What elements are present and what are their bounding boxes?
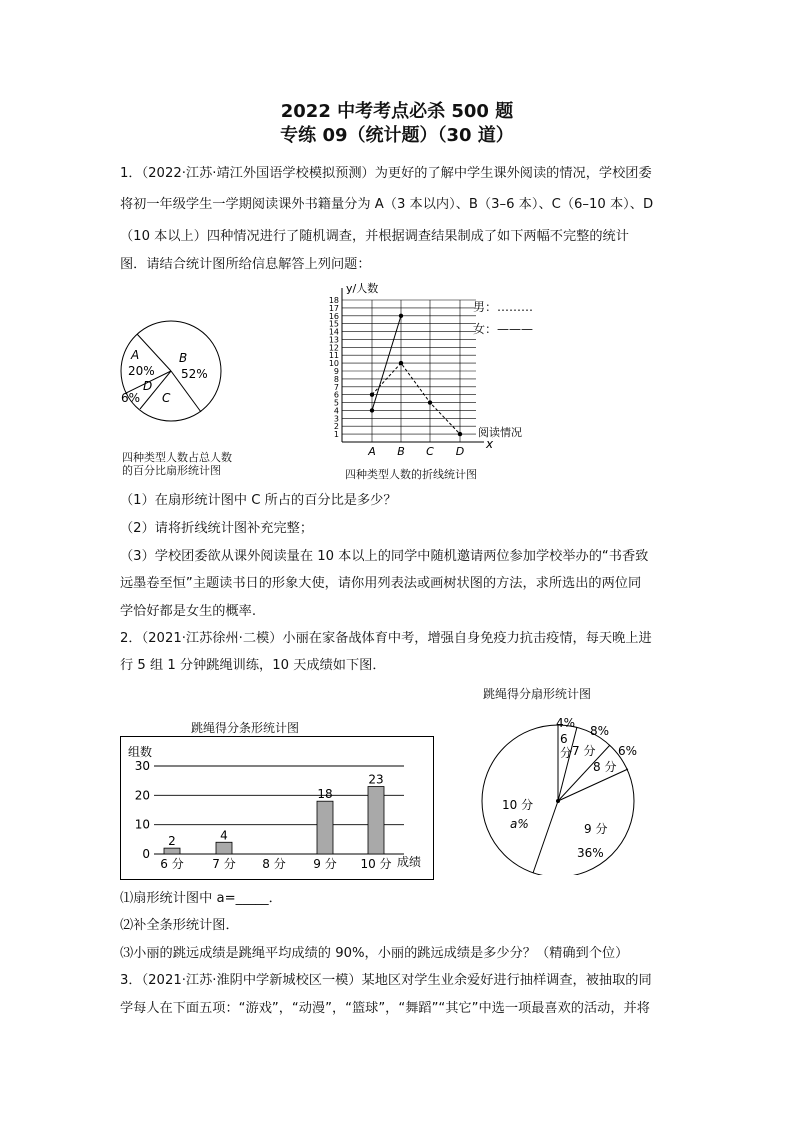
x-tick-label: 9 分: [313, 857, 337, 871]
line-chart-x-symbol: x: [486, 437, 494, 451]
bar: [368, 787, 384, 854]
data-point-女: [399, 314, 403, 318]
q2-line-1: 2．（2021·江苏徐州·二模）小丽在家备战体育中考，增强自身免疫力抗击疫情，每天晚上进: [120, 631, 652, 646]
data-point-男: [399, 361, 403, 365]
q1-sub-2: （2）请将折线统计图补充完整；: [120, 521, 314, 536]
bar-chart-xlabel: 成绩: [397, 855, 422, 869]
y-tick-label: 3: [333, 414, 339, 424]
y-tick-label: 12: [328, 343, 339, 353]
y-tick-label: 2: [333, 422, 339, 432]
pie-label-d: D: [143, 379, 153, 393]
pie2-name-7: 7 分: [572, 744, 596, 758]
data-point-女: [370, 408, 374, 412]
q1-line-2: 将初一年级学生一学期阅读课外书籍量分为 A（3 本以内）、B（3–6 本）、C（6–10 本）、D: [120, 197, 654, 212]
data-point-男: [370, 392, 374, 396]
bar-chart-marks: [164, 773, 384, 854]
pie2-name-6b: 分: [560, 746, 573, 760]
y-tick-label: 8: [333, 374, 339, 384]
q3-line-2: 学每人在下面五项：“游戏”，“动漫”，“篮球”，“舞蹈”“其它”中选一项最喜欢的活动，并将: [120, 1001, 650, 1016]
page-subtitle: 专练 09（统计题）（30 道）: [280, 125, 514, 146]
y-tick-label: 20: [134, 788, 150, 803]
pie2-pct-9: 36%: [577, 846, 604, 860]
q2-line-2: 行 5 组 1 分钟跳绳训练，10 天成绩如下图．: [120, 658, 386, 673]
bar-value-label: 23: [368, 772, 384, 787]
y-tick-label: 18: [328, 296, 339, 305]
bar-chart-ylabel: 组数: [128, 745, 153, 759]
y-tick-label: 6: [333, 390, 339, 400]
line-chart-marks: [370, 314, 462, 437]
bar: [164, 848, 180, 854]
q1-pie-caption-2: 的百分比扇形统计图: [122, 464, 221, 477]
x-tick-label: D: [455, 445, 465, 458]
x-tick-label: B: [397, 445, 405, 458]
line-chart-ylabel: y/人数: [346, 282, 379, 295]
pie-pct-d: 6%: [121, 391, 141, 405]
legend-female-label: 女：———: [473, 322, 534, 336]
pie2-name-10: 10 分: [502, 798, 534, 812]
bar-value-label: 18: [317, 787, 333, 802]
pie-pct-b: 52%: [181, 367, 208, 381]
y-tick-label: 17: [328, 303, 339, 313]
q1-sub-3a: （3）学校团委欲从课外阅读量在 10 本以上的同学中随机邀请两位参加学校举办的“书香致: [120, 549, 649, 564]
y-tick-label: 7: [333, 382, 339, 392]
x-tick-label: 7 分: [212, 857, 236, 871]
q2-sub-3: ⑶小丽的跳远成绩是跳绳平均成绩的 90%，小丽的跳远成绩是多少分？（精确到个位）: [120, 946, 629, 961]
y-tick-label: 10: [134, 817, 150, 832]
x-tick-label: 6 分: [160, 857, 184, 871]
pie-label-a: A: [131, 348, 140, 362]
data-point-男: [428, 400, 432, 404]
q2-pie-chart: [480, 705, 640, 875]
bar: [317, 801, 333, 854]
x-tick-label: 8 分: [262, 857, 286, 871]
pie-pct-a: 20%: [128, 364, 155, 378]
y-tick-label: 16: [328, 311, 339, 321]
q2-pie-title: 跳绳得分扇形统计图: [483, 687, 592, 701]
q1-line-caption: 四种类型人数的折线统计图: [345, 468, 477, 481]
y-tick-label: 13: [328, 335, 339, 345]
q1-pie-caption-1: 四种类型人数占总人数: [122, 451, 232, 464]
series-line-男: [372, 363, 460, 434]
legend-female: [473, 320, 533, 337]
y-tick-label: 14: [328, 327, 339, 337]
y-tick-label: 9: [333, 367, 339, 376]
q2-bar-chart: [120, 736, 434, 881]
pie-label-c: C: [162, 391, 171, 405]
q1-sub-3b: 远墨卷至恒”主题读书日的形象大使，请你用列表法或画树状图的方法，求所选出的两位同: [120, 576, 642, 591]
pie2-pct-8: 6%: [618, 744, 638, 758]
y-tick-label: 5: [333, 398, 339, 408]
x-tick-label: A: [368, 445, 376, 458]
q2-sub-2: ⑵补全条形统计图．: [120, 918, 239, 933]
q1-pie-chart: [115, 315, 225, 425]
y-tick-label: 4: [333, 406, 339, 416]
y-tick-label: 11: [328, 351, 339, 361]
x-tick-label: 10 分: [360, 857, 392, 871]
page-title: 2022 中考考点必杀 500 题: [280, 101, 514, 122]
legend-male: [473, 298, 533, 315]
pie2-name-6a: 6: [560, 732, 568, 746]
x-tick-label: C: [426, 445, 434, 458]
bar-chart-title: 跳绳得分条形统计图: [191, 721, 300, 735]
pie2-divider-5: [533, 801, 558, 873]
data-point-男: [458, 432, 462, 436]
q2-sub-1: ⑴扇形统计图中 a=_____．: [120, 891, 282, 906]
pie2-name-8: 8 分: [593, 760, 617, 774]
pie2-pct-10: a%: [510, 817, 529, 831]
q1-line-1: 1．（2022·江苏·靖江外国语学校模拟预测）为更好的了解中学生课外阅读的情况，学校团委: [120, 166, 652, 181]
legend-male-label: 男：………: [473, 300, 534, 314]
q3-line-1: 3．（2021·江苏·淮阴中学新城校区一模）某地区对学生业余爱好进行抽样调查，被抽取的同: [120, 973, 652, 988]
y-tick-label: 15: [328, 319, 339, 329]
q1-line-4: 图．请结合统计图所给信息解答上列问题：: [120, 257, 371, 272]
y-tick-label: 0: [142, 847, 150, 861]
q1-line-3: （10 本以上）四种情况进行了随机调查，并根据调查结果制成了如下两幅不完整的统计: [120, 229, 629, 244]
q1-sub-1: （1）在扇形统计图中 C 所占的百分比是多少？: [120, 493, 397, 508]
bar: [216, 842, 232, 854]
pie-label-b: B: [179, 351, 188, 365]
line-chart-xlabel: 阅读情况: [478, 426, 522, 439]
y-tick-label: 10: [328, 359, 339, 369]
pie2-center: [556, 799, 560, 803]
y-tick-label: 30: [134, 759, 150, 773]
bar-value-label: 4: [220, 828, 228, 843]
q1-sub-3c: 学恰好都是女生的概率.: [120, 604, 257, 619]
pie2-pct-6: 4%: [556, 716, 576, 730]
y-tick-label: 1: [333, 430, 339, 440]
pie2-name-9: 9 分: [584, 822, 608, 836]
bar-value-label: 2: [168, 834, 176, 849]
pie2-pct-7: 8%: [590, 724, 610, 738]
